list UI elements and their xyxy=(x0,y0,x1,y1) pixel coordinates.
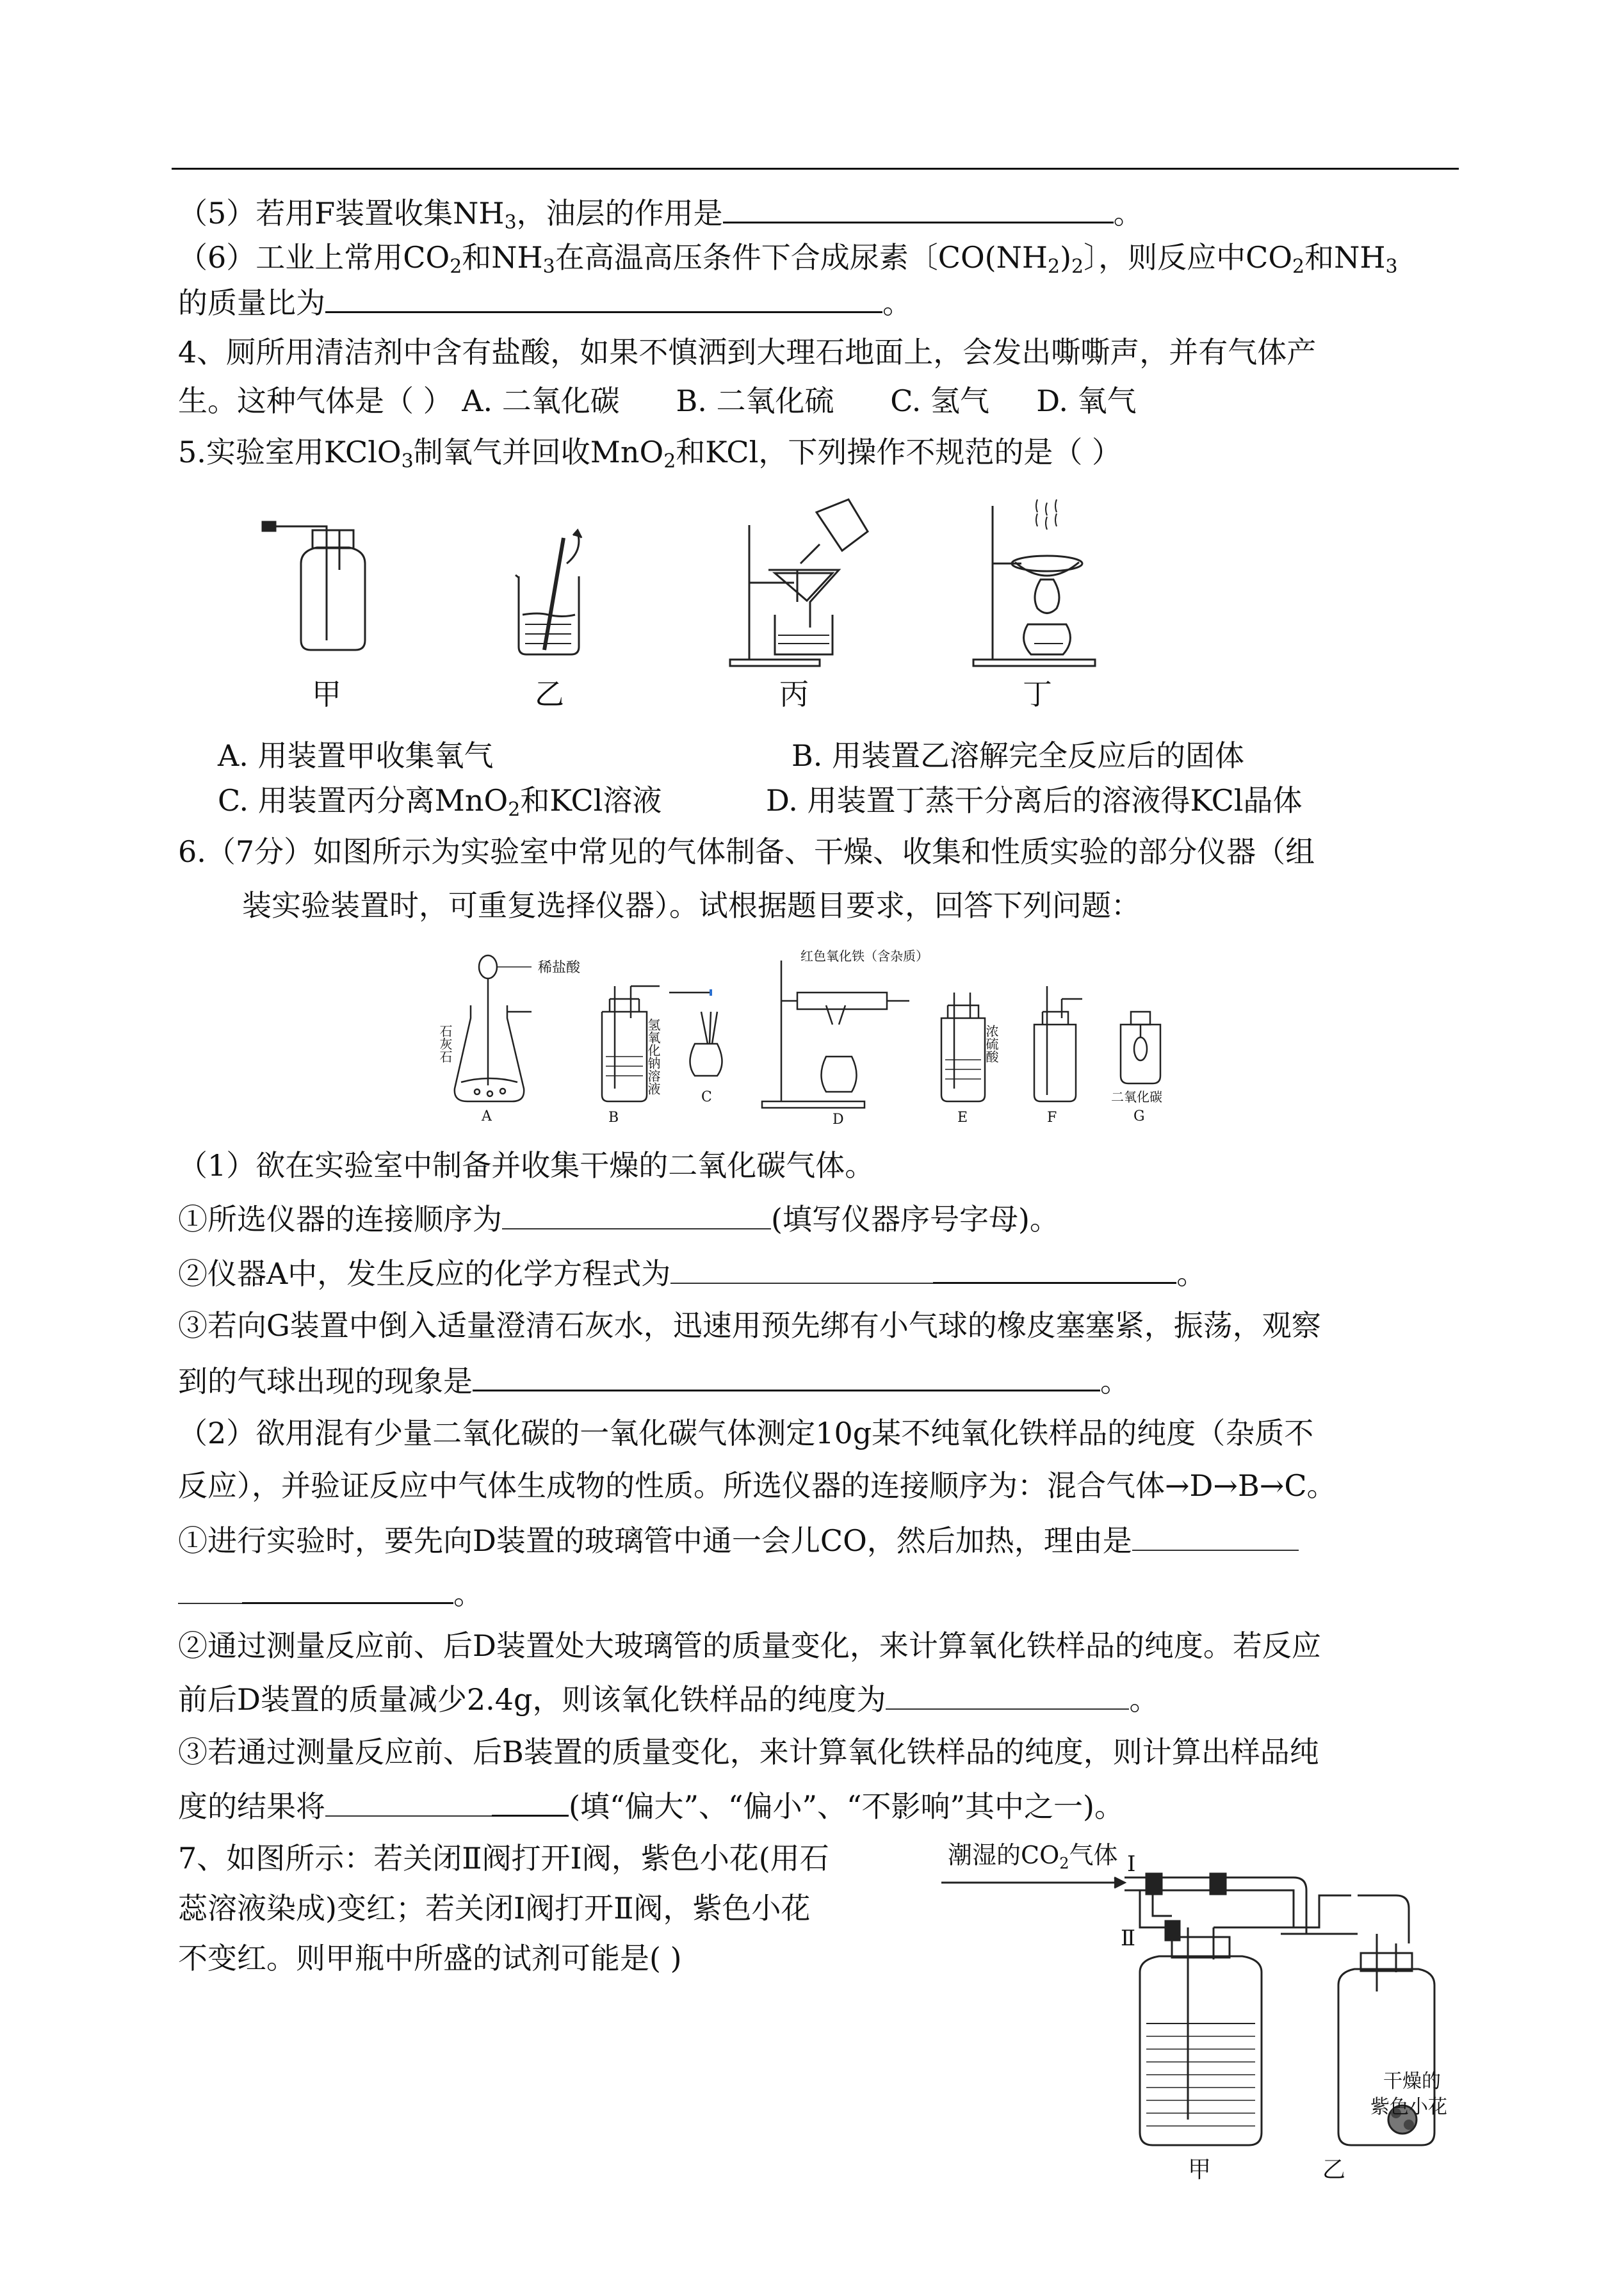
label-valve-2: Ⅱ xyxy=(1121,1926,1136,1951)
q6-part2-3-cont: 度的结果将 (填“偏大”、“偏小”、“不影响”其中之一)。 xyxy=(178,1785,1124,1826)
label-e: E xyxy=(957,1110,968,1126)
answer-blank[interactable] xyxy=(670,1253,933,1284)
q6-part2: （2）欲用混有少量二氧化碳的一氧化碳气体测定10g某不纯氧化铁样品的纯度（杂质不 xyxy=(178,1416,1314,1450)
q6-part1: （1）欲在实验室中制备并收集干燥的二氧化碳气体。 xyxy=(178,1148,875,1183)
q6-part1-3: ③若向G装置中倒入适量澄清石灰水，迅速用预先绑有小气球的橡皮塞塞紧，振荡，观察 xyxy=(178,1308,1321,1343)
q6-part1-2: ②仪器A中，发生反应的化学方程式为 。 xyxy=(178,1253,1206,1293)
q6-part2-2-cont: 前后D装置的质量减少2.4g，则该氧化铁样品的纯度为 。 xyxy=(178,1679,1158,1719)
label-d: D xyxy=(832,1112,844,1128)
apparatus-a xyxy=(437,955,581,1124)
apparatus-g xyxy=(1111,1012,1162,1124)
label-c: C xyxy=(701,1089,712,1105)
q7-stem-1: 7、如图所示：若关闭Ⅱ阀打开Ⅰ阀，紫色小花(用石 xyxy=(178,1841,829,1876)
q4-option-d[interactable]: D. 氧气 xyxy=(1036,384,1137,418)
q5-option-c[interactable]: C. 用装置丙分离MnO$_2$和KCl溶液 xyxy=(218,783,662,821)
label-g: G xyxy=(1133,1108,1145,1124)
q6-part2-cont: 反应），并验证反应中气体生成物的性质。所选仪器的连接顺序为：混合气体→D→B→C。 xyxy=(178,1468,1336,1503)
q4-options: 生。这种气体是（ ） A. 二氧化碳 B. 二氧化硫 C. 氢气 D. 氧气 xyxy=(178,382,1137,420)
q4-stem: 4、厕所用清洁剂中含有盐酸，如果不慎洒到大理石地面上，会发出嘶嘶声，并有气体产 xyxy=(178,335,1317,369)
label-dilute-hcl: 稀盐酸 xyxy=(538,960,581,976)
answer-blank[interactable] xyxy=(325,1786,492,1817)
q5-apparatus-figure xyxy=(243,487,1204,724)
apparatus-yi xyxy=(516,530,581,654)
answer-blank[interactable] xyxy=(502,1199,771,1229)
q6-part2-1: ①进行实验时，要先向D装置的玻璃管中通一会儿CO，然后加热，理由是 xyxy=(178,1520,1299,1560)
apparatus-e xyxy=(941,993,999,1126)
apparatus-c xyxy=(669,989,722,1105)
label-co2: 二氧化碳 xyxy=(1111,1089,1162,1105)
q7-stem-2: 蕊溶液染成)变红；若关闭Ⅰ阀打开Ⅱ阀，紫色小花 xyxy=(178,1891,811,1926)
q6-part2-1-cont: 。 xyxy=(178,1573,483,1613)
answer-blank[interactable] xyxy=(886,1679,1129,1710)
label-h2so4: 浓硫酸 xyxy=(984,1025,999,1063)
fig-label-bing: 丙 xyxy=(779,677,809,711)
label-naoh: 氢氧化钠溶液 xyxy=(646,1018,661,1095)
q6-stem-cont: 装实验装置时，可重复选择仪器）。试根据题目要求，回答下列问题： xyxy=(242,888,1141,923)
apparatus-d xyxy=(762,948,929,1128)
label-valve-1: Ⅰ xyxy=(1127,1851,1136,1877)
label-bottle-yi: 乙 xyxy=(1322,2157,1346,2183)
q6-apparatus-figure xyxy=(437,948,1178,1128)
answer-blank[interactable] xyxy=(242,1573,453,1604)
label-limestone: 石灰石 xyxy=(437,1025,453,1063)
q6-part2-3: ③若通过测量反应前、后B装置的质量变化，来计算氧化铁样品的纯度，则计算出样品纯 xyxy=(178,1735,1319,1769)
label-moist-co2: 潮湿的$CO_2$气体 xyxy=(948,1841,1118,1872)
q6-stem: 6.（7分）如图所示为实验室中常见的气体制备、干燥、收集和性质实验的部分仪器（组 xyxy=(178,834,1315,869)
fig-label-ding: 丁 xyxy=(1023,677,1052,711)
apparatus-bing xyxy=(730,499,868,666)
fig-label-yi: 乙 xyxy=(535,677,564,711)
label-a: A xyxy=(482,1108,492,1124)
q5-option-a[interactable]: A. 用装置甲收集氧气 xyxy=(218,738,494,773)
q7-apparatus-figure xyxy=(935,1831,1466,2190)
q6-part1-1: ①所选仪器的连接顺序为 (填写仪器序号字母)。 xyxy=(178,1199,1059,1238)
fig-label-jia: 甲 xyxy=(312,677,341,711)
answer-blank[interactable] xyxy=(325,282,882,313)
answer-blank[interactable] xyxy=(1132,1520,1299,1551)
q3-part5: （5）若用F装置收集$NH_3$，油层的作用是 。 xyxy=(178,192,1143,242)
label-fe2o3: 红色氧化铁（含杂质） xyxy=(800,948,929,964)
bottle-yi xyxy=(1338,1969,1434,2145)
answer-blank[interactable] xyxy=(723,192,1114,223)
q5-stem: 5.实验室用KClO$_3$制氧气并回收MnO$_2$和KCl，下列操作不规范的是（ ） xyxy=(178,435,1121,473)
q4-option-c[interactable]: C. 氢气 xyxy=(890,384,990,418)
apparatus-ding xyxy=(973,499,1095,666)
label-bottle-jia: 甲 xyxy=(1188,2157,1212,2183)
q4-option-a[interactable]: A. 二氧化碳 xyxy=(462,384,620,418)
valve-1-clamp[interactable] xyxy=(1146,1874,1162,1894)
q3-part6-cont: 的质量比为 。 xyxy=(178,282,912,322)
apparatus-b xyxy=(602,986,661,1126)
label-dry: 干燥的 xyxy=(1383,2070,1441,2093)
apparatus-f xyxy=(1034,986,1082,1126)
q5-option-d[interactable]: D. 用装置丁蒸干分离后的溶液得KCl晶体 xyxy=(766,783,1303,818)
q4-option-b[interactable]: B. 二氧化硫 xyxy=(676,384,834,418)
q6-part1-3-cont: 到的气球出现的现象是 。 xyxy=(178,1360,1130,1400)
q5-option-b[interactable]: B. 用装置乙溶解完全反应后的固体 xyxy=(792,738,1245,773)
bottle-jia xyxy=(1140,1956,1262,2145)
header-rule xyxy=(172,168,1459,170)
q3-part6: （6）工业上常用$CO_2$和$NH_3$在高温高压条件下合成尿素〔$CO(NH_2)_2$〕，则反应中$CO_2$和$NH_3$ xyxy=(178,240,1398,278)
q7-stem-3: 不变红。则甲瓶中所盛的试剂可能是( ) xyxy=(178,1941,682,1975)
label-purple-flower: 紫色小花 xyxy=(1370,2096,1447,2118)
apparatus-jia xyxy=(263,522,365,650)
label-f: F xyxy=(1047,1110,1057,1126)
valve-1-clamp-2[interactable] xyxy=(1210,1874,1226,1894)
answer-blank[interactable] xyxy=(473,1360,1100,1391)
q6-part2-2: ②通过测量反应前、后D装置处大玻璃管的质量变化，来计算氧化铁样品的纯度。若反应 xyxy=(178,1628,1321,1663)
label-b: B xyxy=(608,1110,619,1126)
